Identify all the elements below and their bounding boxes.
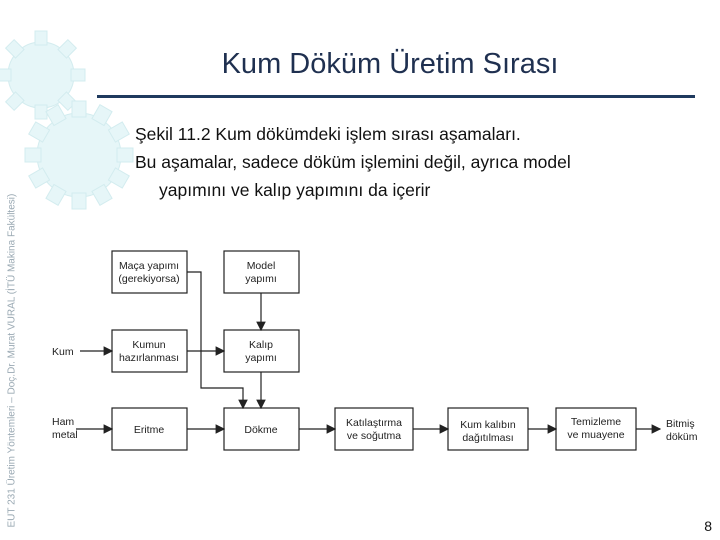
input-kum: Kum	[52, 346, 74, 358]
output-bitmis-2: döküm	[666, 431, 698, 443]
label-katilas-2: ve soğutma	[346, 430, 402, 442]
label-temizleme-1: Temizleme	[570, 416, 622, 428]
label-temizleme-2: ve muayene	[567, 429, 625, 441]
label-model-1: Model	[246, 260, 276, 272]
label-kalip-2: yapımı	[245, 352, 277, 364]
label-maca-2: (gerekiyorsa)	[118, 273, 180, 285]
input-ham-1: Ham	[52, 416, 75, 428]
box-kalip-yapimi	[224, 330, 299, 372]
figure-caption	[135, 120, 571, 204]
arrow-maca-to-dokme	[187, 272, 243, 408]
label-kumun-1: Kumun	[132, 339, 166, 351]
slide-title: Kum Döküm Üretim Sırası	[221, 48, 559, 80]
label-kum-kalibin-1: Kum kalıbın	[460, 419, 516, 431]
side-course-label: EUT 231 Üretim Yöntemleri – Doç.Dr. Murat VURAL (İTÜ Makina Fakültesi)	[6, 193, 18, 528]
label-katilas-1: Katılaştırma	[345, 417, 403, 429]
label-eritme: Eritme	[133, 424, 165, 436]
label-maca-1: Maça yapımı	[118, 260, 180, 272]
label-model-2: yapımı	[245, 273, 277, 285]
box-katilastirma	[335, 408, 413, 450]
caption-line-1: Şekil 11.2 Kum dökümdeki işlem sırası aşamaları.	[135, 124, 521, 144]
label-kumun-2: hazırlanması	[118, 352, 180, 364]
label-kum-kalibin-2: dağıtılması	[462, 432, 514, 444]
title-divider	[97, 95, 695, 98]
gear-medium-icon	[24, 100, 134, 210]
box-model-yapimi	[224, 251, 299, 293]
box-kumun-hazirlanmasi	[112, 330, 187, 372]
input-ham-2: metal	[52, 429, 78, 441]
caption-line-3: yapımını ve kalıp yapımını da içerir	[159, 180, 431, 200]
label-dokme: Dökme	[244, 424, 278, 436]
process-flow-diagram	[48, 245, 708, 455]
box-maca-yapimi	[112, 251, 187, 293]
output-bitmis-1: Bitmiş	[666, 418, 695, 430]
label-kalip-1: Kalıp	[249, 339, 273, 351]
page-number: 8	[704, 518, 712, 534]
caption-line-2: Bu aşamalar, sadece döküm işlemini değil, ayrıca model	[135, 152, 571, 172]
